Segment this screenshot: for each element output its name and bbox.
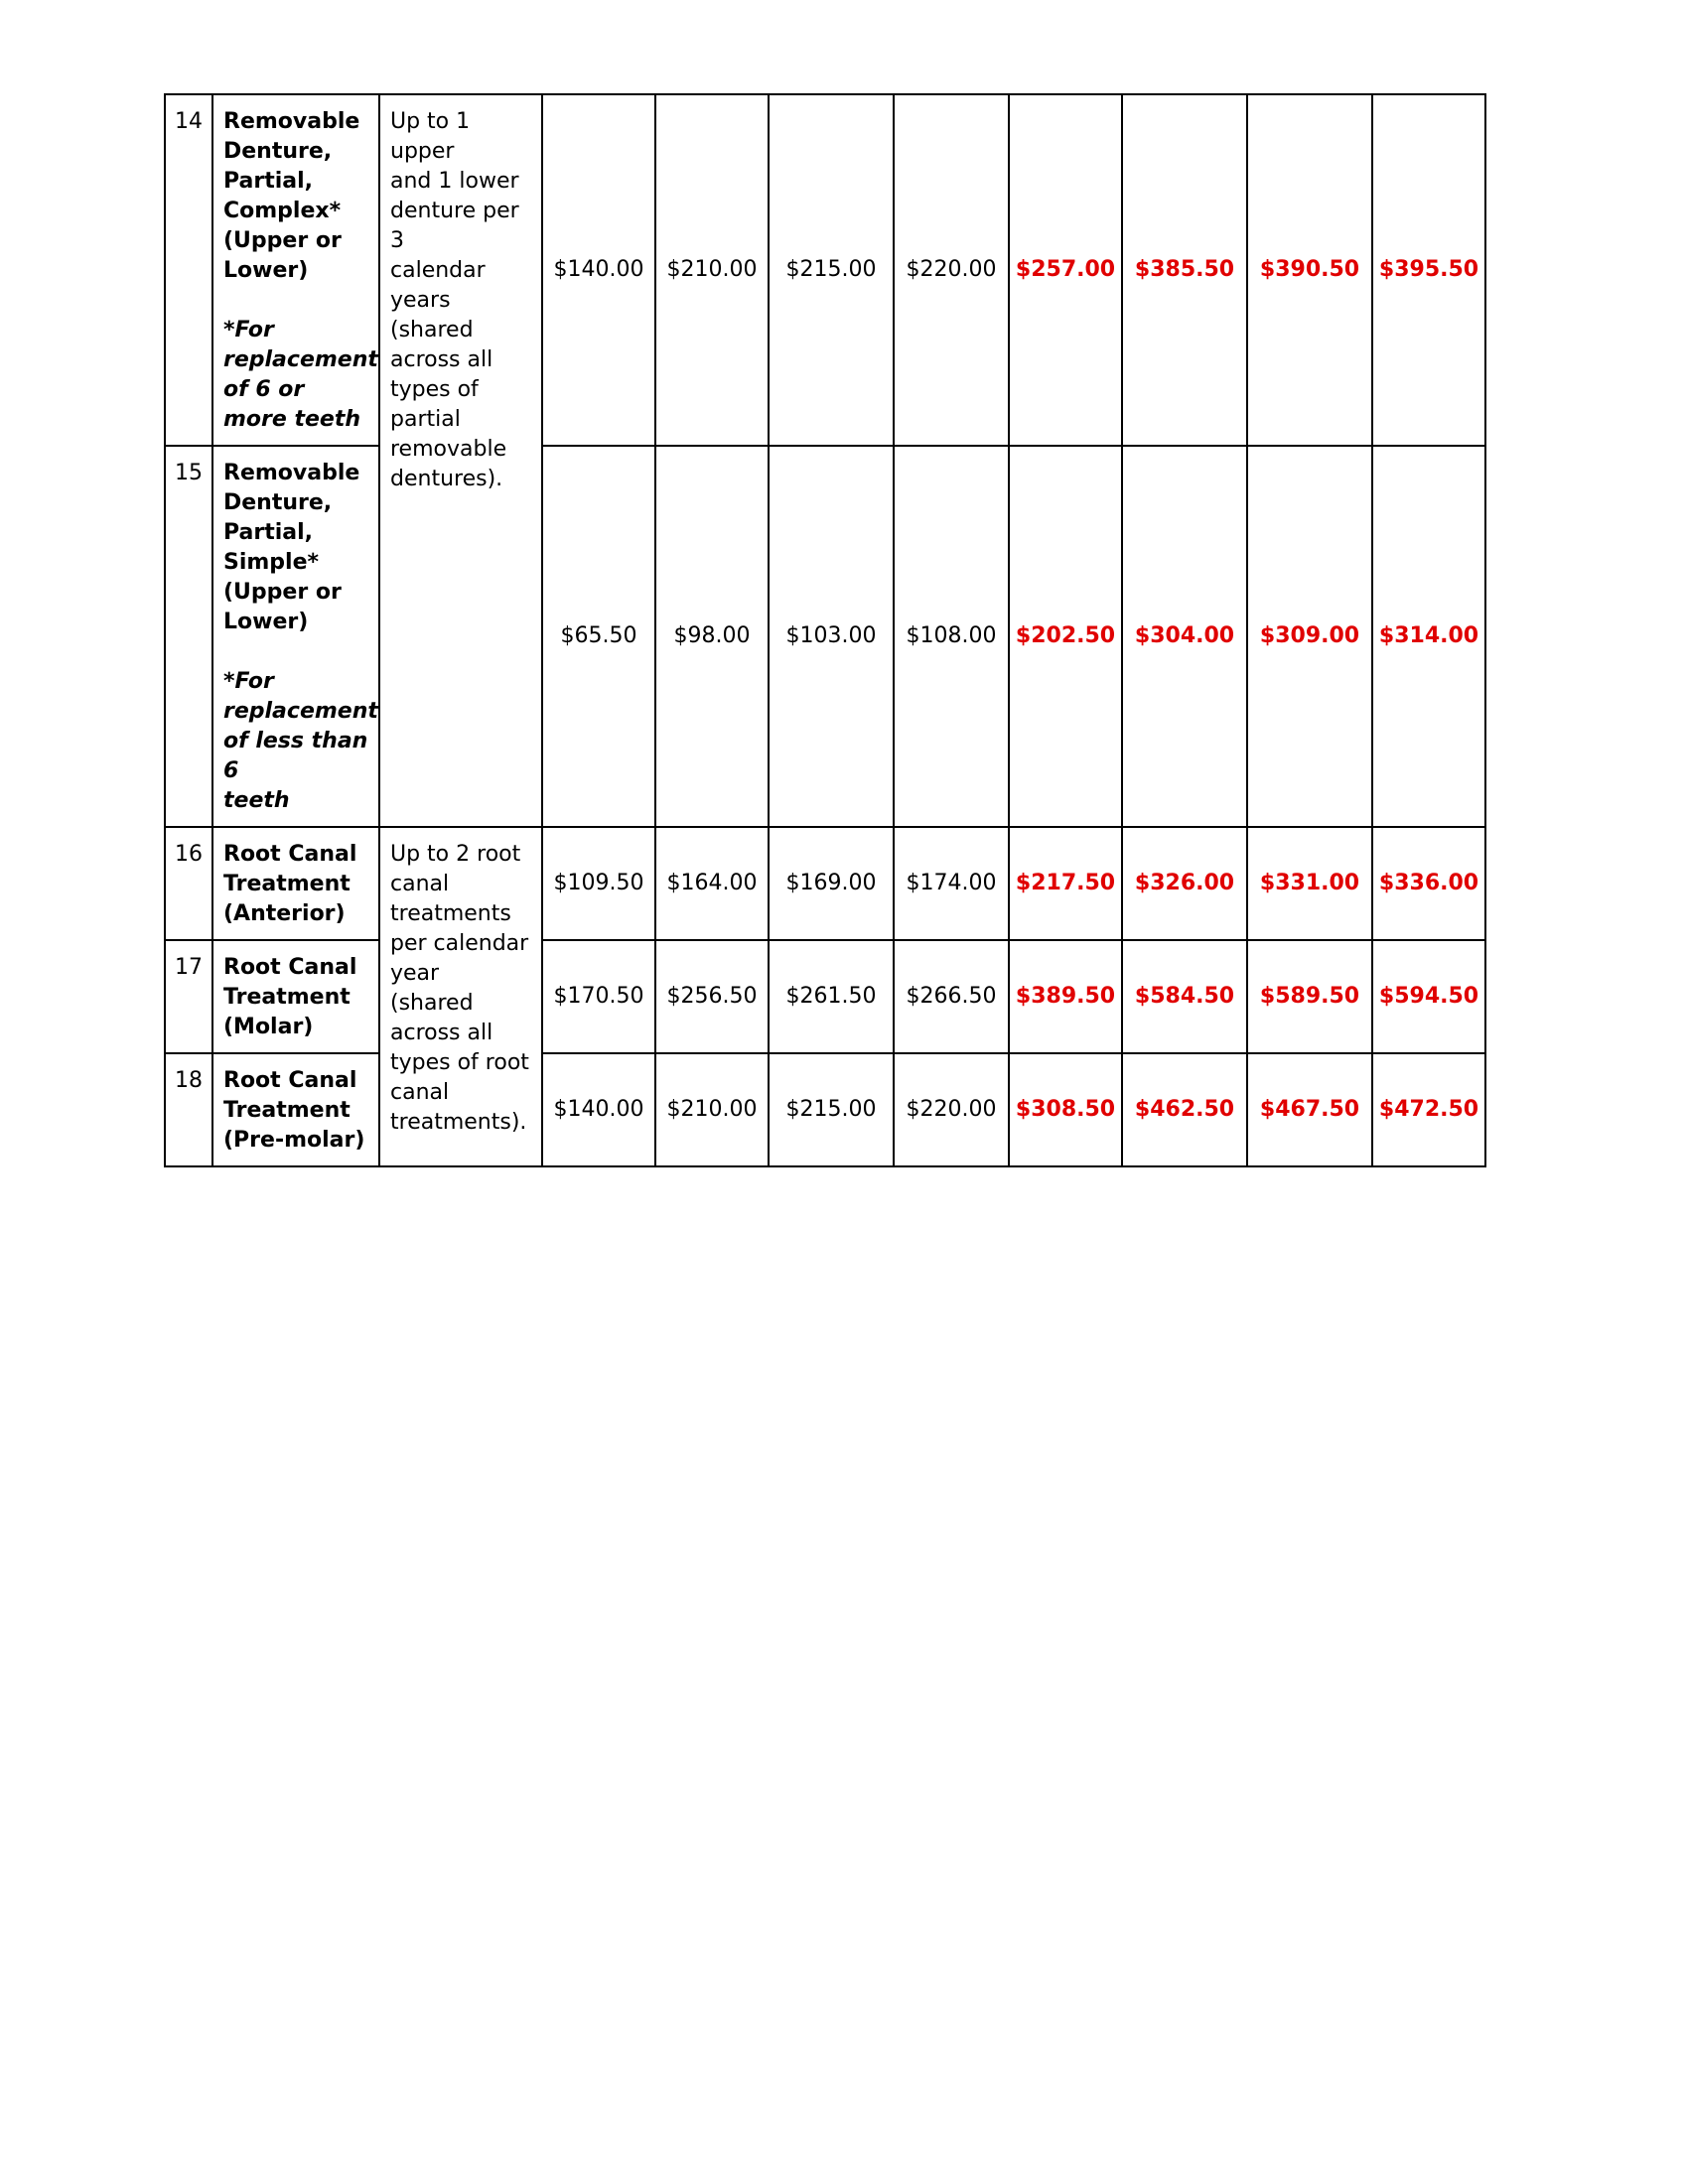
table-row	[165, 827, 1485, 940]
service-note-line: replacement	[223, 699, 378, 724]
new-fee: $217.50	[1009, 827, 1122, 940]
service-name	[212, 1053, 379, 1166]
frequency-limit-line: canal	[390, 1080, 450, 1105]
fee-schedule-table	[164, 93, 1486, 1167]
service-name-line: (Upper or	[223, 580, 342, 605]
new-fee: $472.50	[1372, 1053, 1485, 1166]
frequency-limit-line: types of root	[390, 1050, 529, 1075]
new-fee: $202.50	[1009, 446, 1122, 827]
service-name-line: Root Canal	[223, 955, 357, 980]
service-name-line: Removable	[223, 461, 360, 485]
frequency-limit-line: across all	[390, 1021, 493, 1045]
new-fee: $385.50	[1122, 94, 1247, 446]
service-note-line: of less than 6	[223, 729, 368, 783]
current-fee: $210.00	[655, 1053, 769, 1166]
frequency-limit	[379, 94, 542, 827]
current-fee: $140.00	[542, 1053, 655, 1166]
frequency-limit-line: calendar	[390, 258, 486, 283]
service-note-line: teeth	[223, 788, 290, 813]
service-name-line: (Upper or	[223, 228, 342, 253]
new-fee: $390.50	[1247, 94, 1372, 446]
frequency-limit-line: treatments).	[390, 1110, 527, 1135]
new-fee: $462.50	[1122, 1053, 1247, 1166]
current-fee: $140.00	[542, 94, 655, 446]
current-fee: $65.50	[542, 446, 655, 827]
service-name	[212, 940, 379, 1053]
current-fee: $215.00	[769, 1053, 894, 1166]
new-fee: $257.00	[1009, 94, 1122, 446]
service-name-line: Root Canal	[223, 1068, 357, 1093]
service-name-line: (Molar)	[223, 1015, 314, 1039]
service-note-line: *For	[223, 318, 274, 342]
frequency-limit-line: Up to 1 upper	[390, 109, 471, 164]
service-name	[212, 827, 379, 940]
frequency-limit-line: (shared	[390, 318, 474, 342]
row-number: 18	[165, 1053, 212, 1166]
frequency-limit-line: dentures).	[390, 467, 503, 491]
current-fee: $103.00	[769, 446, 894, 827]
service-note	[223, 316, 378, 435]
service-name-line: Partial,	[223, 520, 314, 545]
new-fee: $326.00	[1122, 827, 1247, 940]
service-name-line: Removable	[223, 109, 360, 134]
service-note-line: of 6 or	[223, 377, 305, 402]
service-name-line: Lower)	[223, 258, 309, 283]
frequency-limit-line: year	[390, 961, 440, 986]
frequency-limit	[379, 827, 542, 1166]
table-row	[165, 446, 1485, 827]
frequency-limit-line: partial	[390, 407, 461, 432]
new-fee: $314.00	[1372, 446, 1485, 827]
current-fee: $215.00	[769, 94, 894, 446]
fee-table-body	[165, 94, 1485, 1166]
current-fee: $170.50	[542, 940, 655, 1053]
service-note-line: more teeth	[223, 407, 361, 432]
new-fee: $331.00	[1247, 827, 1372, 940]
frequency-limit-line: Up to 2 root	[390, 842, 521, 867]
frequency-limit-line: across all	[390, 347, 493, 372]
service-note-line: *For	[223, 669, 274, 694]
service-name	[212, 94, 379, 446]
current-fee: $210.00	[655, 94, 769, 446]
current-fee: $164.00	[655, 827, 769, 940]
current-fee: $109.50	[542, 827, 655, 940]
current-fee: $266.50	[894, 940, 1009, 1053]
service-note-line: replacement	[223, 347, 378, 372]
frequency-limit-line: per calendar	[390, 931, 529, 956]
service-name-line: Partial,	[223, 169, 314, 194]
service-note	[223, 667, 378, 816]
service-name-line: Denture,	[223, 490, 333, 515]
table-row	[165, 1053, 1485, 1166]
service-name-line: (Pre-molar)	[223, 1128, 365, 1153]
new-fee: $467.50	[1247, 1053, 1372, 1166]
table-row	[165, 940, 1485, 1053]
new-fee: $308.50	[1009, 1053, 1122, 1166]
current-fee: $174.00	[894, 827, 1009, 940]
frequency-limit-line: treatments	[390, 901, 511, 926]
service-name-line: Treatment	[223, 872, 351, 896]
new-fee: $594.50	[1372, 940, 1485, 1053]
current-fee: $261.50	[769, 940, 894, 1053]
frequency-limit-line: (shared	[390, 991, 474, 1016]
current-fee: $256.50	[655, 940, 769, 1053]
frequency-limit-line: and 1 lower	[390, 169, 519, 194]
new-fee: $304.00	[1122, 446, 1247, 827]
new-fee: $336.00	[1372, 827, 1485, 940]
current-fee: $108.00	[894, 446, 1009, 827]
service-name-line: Lower)	[223, 610, 309, 634]
service-name	[212, 446, 379, 827]
service-name-line: (Anterior)	[223, 901, 346, 926]
service-name-line: Complex*	[223, 199, 342, 223]
service-name-line: Denture,	[223, 139, 333, 164]
current-fee: $220.00	[894, 94, 1009, 446]
new-fee: $589.50	[1247, 940, 1372, 1053]
row-number: 14	[165, 94, 212, 446]
row-number: 16	[165, 827, 212, 940]
service-name-line: Root Canal	[223, 842, 357, 867]
frequency-limit-line: years	[390, 288, 451, 313]
new-fee: $584.50	[1122, 940, 1247, 1053]
row-number: 15	[165, 446, 212, 827]
service-name-line: Simple*	[223, 550, 320, 575]
table-row	[165, 94, 1485, 446]
current-fee: $169.00	[769, 827, 894, 940]
current-fee: $98.00	[655, 446, 769, 827]
frequency-limit-line: denture per 3	[390, 199, 519, 253]
new-fee: $395.50	[1372, 94, 1485, 446]
current-fee: $220.00	[894, 1053, 1009, 1166]
frequency-limit-line: canal	[390, 872, 450, 896]
new-fee: $309.00	[1247, 446, 1372, 827]
service-name-line: Treatment	[223, 985, 351, 1010]
frequency-limit-line: removable	[390, 437, 507, 462]
row-number: 17	[165, 940, 212, 1053]
service-name-line: Treatment	[223, 1098, 351, 1123]
new-fee: $389.50	[1009, 940, 1122, 1053]
frequency-limit-line: types of	[390, 377, 479, 402]
